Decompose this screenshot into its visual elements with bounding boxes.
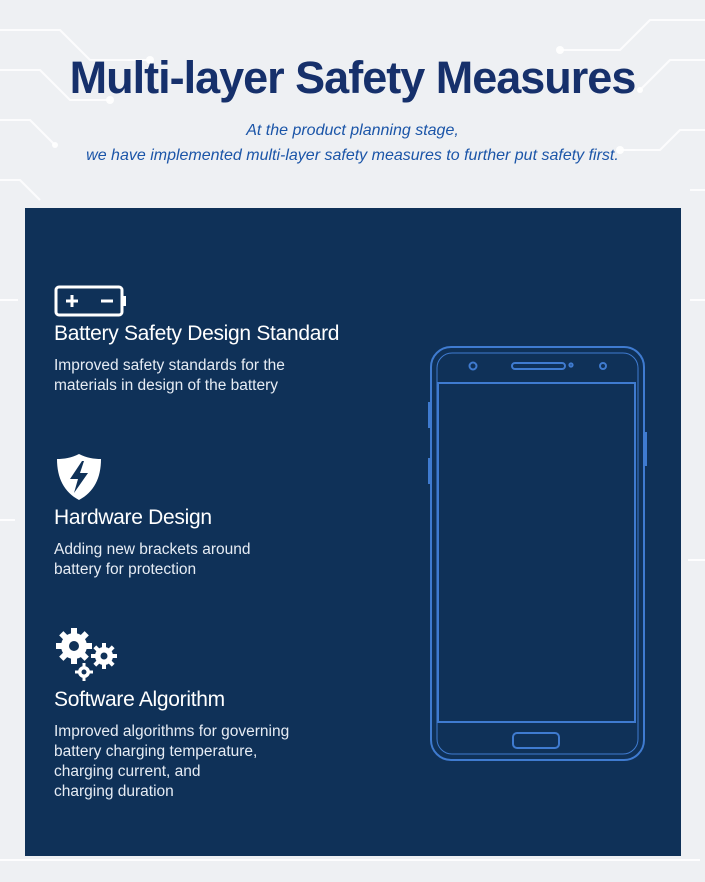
shield-lightning-icon [54, 452, 104, 502]
phone-screen [438, 383, 635, 722]
gears-icon [54, 626, 120, 684]
phone-sensor [600, 363, 606, 369]
subtitle-line-1: At the product planning stage, [246, 122, 459, 139]
battery-safety-title: Battery Safety Design Standard [54, 322, 340, 345]
phone-home-button [513, 733, 559, 748]
phone-outline-illustration [428, 344, 650, 764]
page-title: Multi-layer Safety Measures [69, 52, 636, 103]
software-algorithm-description: Improved algorithms for governing battery charging temperature, charging current, and charging duration [54, 723, 290, 800]
battery-icon [54, 284, 128, 318]
hardware-design-title: Hardware Design [54, 506, 212, 529]
phone-speaker [512, 363, 565, 369]
hardware-design-item [54, 452, 250, 580]
battery-safety-item [54, 284, 339, 396]
phone-camera [470, 363, 477, 370]
subtitle-line-2: we have implemented multi-layer safety measures to further put safety first. [86, 147, 619, 164]
software-algorithm-title: Software Algorithm [54, 688, 225, 711]
hardware-design-description: Adding new brackets around battery for protection [54, 541, 251, 578]
safety-panel [25, 208, 681, 856]
battery-safety-description: Improved safety standards for the materials in design of the battery [54, 357, 285, 394]
header [0, 0, 705, 200]
software-algorithm-item [54, 626, 289, 802]
phone-body [431, 347, 644, 760]
